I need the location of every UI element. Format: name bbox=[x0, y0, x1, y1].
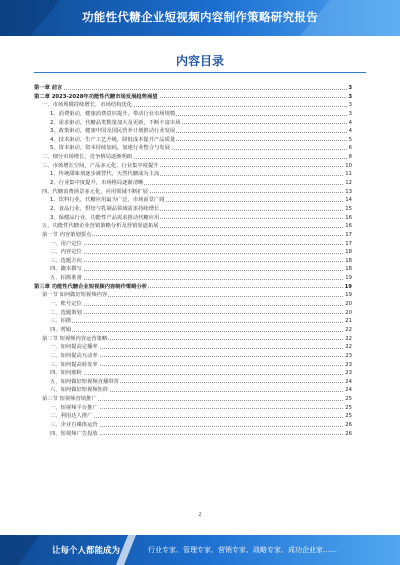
toc-leader-dots bbox=[50, 253, 347, 254]
toc-entry-page: 26 bbox=[345, 430, 352, 437]
toc-leader-dots bbox=[50, 244, 347, 245]
toc-entry-title: 一、账号定位 bbox=[50, 301, 82, 308]
toc-leader-dots bbox=[50, 331, 347, 332]
toc-entry-page: 25 bbox=[345, 396, 352, 403]
toc-entry-page: 13 bbox=[345, 188, 352, 195]
toc-entry[interactable] bbox=[34, 205, 352, 214]
toc-entry-page: 15 bbox=[345, 205, 352, 212]
toc-entry-page: 17 bbox=[345, 231, 352, 238]
toc-entry-page: 23 bbox=[345, 370, 352, 377]
toc-entry[interactable] bbox=[34, 283, 352, 292]
toc-entry-page: 18 bbox=[345, 257, 352, 264]
toc-entry-title: 二、内容定位 bbox=[50, 249, 82, 256]
toc-entry-title: 2、需求驱动，代糖品类数量加大及更新，不断丰富市场 bbox=[50, 119, 181, 126]
toc-entry-title: 第三章 功能性代糖企业短视频内容制作策略分析 bbox=[34, 283, 148, 290]
toc-entry[interactable] bbox=[34, 386, 352, 395]
toc-leader-dots bbox=[50, 270, 347, 271]
toc-entry-title: 五、如何做好短视频直播带货 bbox=[50, 378, 119, 385]
toc-entry[interactable] bbox=[34, 93, 352, 102]
toc-entry[interactable] bbox=[34, 317, 352, 326]
toc-entry[interactable] bbox=[34, 119, 352, 128]
toc-entry-title: 一、短视频平台推广 bbox=[50, 404, 98, 411]
footer-slogan: 让每个人都能成为 bbox=[52, 546, 121, 556]
toc-entry-title: 1、饮料行业，代糖应用最为广泛，市场前景广阔 bbox=[50, 197, 165, 204]
toc-entry[interactable] bbox=[34, 378, 352, 387]
toc-entry-title: 一、市场规模持续增长，市场结构优化 bbox=[42, 102, 133, 109]
toc-entry-title: 1、传统甜味剂逐步被替代，天然代糖成为主流 bbox=[50, 171, 160, 178]
toc-entry-page: 16 bbox=[345, 214, 352, 221]
toc-entry-title: 四、剪辑 bbox=[50, 326, 72, 333]
footer-banner bbox=[0, 535, 400, 565]
toc-entry-title: 4、技术驱动，生产工艺升级，降低成本提升产品质量 bbox=[50, 136, 176, 143]
toc-leader-dots bbox=[50, 279, 347, 280]
toc-entry-page: 22 bbox=[345, 344, 352, 351]
report-title: 功能性代糖企业短视频内容制作策略研究报告 bbox=[82, 10, 318, 24]
toc-entry-page: 19 bbox=[345, 292, 352, 299]
toc-entry[interactable] bbox=[34, 144, 352, 153]
toc-entry-title: 四、代糖消费场景多元化，应用领域不断扩展 bbox=[42, 188, 148, 195]
toc-entry[interactable] bbox=[34, 110, 352, 119]
toc-leader-dots bbox=[50, 322, 347, 323]
toc-entry-page: 6 bbox=[348, 145, 352, 152]
toc-entry-page: 3 bbox=[348, 102, 352, 109]
toc-entry-title: 四、脚本撰写 bbox=[50, 266, 82, 273]
toc-entry[interactable] bbox=[34, 361, 352, 370]
toc-entry-page: 4 bbox=[348, 119, 352, 126]
toc-entry-page: 24 bbox=[345, 378, 352, 385]
toc-entry[interactable] bbox=[34, 335, 352, 344]
toc-entry-page: 8 bbox=[348, 154, 352, 161]
toc-entry-title: 第一章 前言 bbox=[34, 85, 63, 91]
toc-entry[interactable] bbox=[34, 179, 352, 188]
toc-entry-title: 3、保健品行业，功能性产品需求推动代糖应用 bbox=[50, 214, 160, 221]
toc-entry-title: 六、如何做好短视频矩阵 bbox=[50, 387, 109, 394]
header-banner bbox=[0, 0, 400, 36]
toc-entry-title: 1、消费驱动，健康消费意识提升，带动行业市场规模 bbox=[50, 110, 176, 117]
toc-entry[interactable] bbox=[34, 300, 352, 309]
toc-entry-page: 20 bbox=[345, 301, 352, 308]
toc-entry-title: 二、选题策划 bbox=[50, 309, 82, 316]
toc-entry[interactable] bbox=[34, 369, 352, 378]
toc-entry-page: 17 bbox=[345, 240, 352, 247]
toc-entry-page: 10 bbox=[345, 162, 352, 169]
toc-entry-title: 三、拍摄 bbox=[50, 318, 72, 325]
toc-leader-dots bbox=[50, 417, 347, 418]
toc-entry[interactable] bbox=[34, 127, 352, 136]
toc-entry-title: 第二章 2023-2028年功能性代糖市场发展趋势展望 bbox=[34, 93, 158, 100]
toc-entry-page: 22 bbox=[345, 326, 352, 333]
toc-entry[interactable] bbox=[34, 240, 352, 249]
toc-entry[interactable] bbox=[34, 248, 352, 257]
toc-entry-page: 25 bbox=[345, 404, 352, 411]
toc-entry-title: 五、拍摄准备 bbox=[50, 275, 82, 282]
toc-entry-title: 第三节 短视频营销推广 bbox=[42, 396, 97, 403]
toc-entry-page: 24 bbox=[345, 387, 352, 394]
toc-entry[interactable] bbox=[34, 265, 352, 274]
toc-entry[interactable] bbox=[34, 309, 352, 318]
toc-leader-dots bbox=[34, 89, 347, 90]
toc-entry[interactable] bbox=[34, 162, 352, 171]
toc-entry-title: 一、用户定位 bbox=[50, 240, 82, 247]
page-number: 2 bbox=[198, 512, 202, 518]
toc-entry-page: 3 bbox=[348, 85, 352, 91]
toc-entry[interactable] bbox=[34, 196, 352, 205]
toc-leader-dots bbox=[50, 261, 347, 262]
toc-entry-page: 3 bbox=[348, 110, 352, 117]
toc-entry-title: 四、如何涨粉 bbox=[50, 370, 82, 377]
toc-entry-page: 14 bbox=[345, 197, 352, 204]
toc-leader-dots bbox=[50, 374, 347, 375]
toc-entry[interactable] bbox=[34, 257, 352, 266]
toc-entry-page: 22 bbox=[345, 335, 352, 342]
toc-entry-page: 12 bbox=[345, 180, 352, 187]
toc-entry-page: 18 bbox=[345, 266, 352, 273]
toc-entry[interactable] bbox=[34, 430, 352, 439]
toc-entry[interactable] bbox=[34, 222, 352, 231]
footer-tagline: 行业专家、管理专家、营销专家、战略专家、成功企业家…… bbox=[148, 546, 337, 554]
toc-entry-title: 三、选题方向 bbox=[50, 257, 82, 264]
toc-entry[interactable] bbox=[34, 188, 352, 197]
toc-entry-page: 5 bbox=[348, 136, 352, 143]
toc-divider bbox=[34, 72, 366, 73]
toc-entry[interactable] bbox=[34, 84, 352, 93]
toc-entry[interactable] bbox=[34, 136, 352, 145]
toc-entry-page: 26 bbox=[345, 421, 352, 428]
toc-entry-title: 二、如何提高互动率 bbox=[50, 352, 98, 359]
toc-entry-title: 第一节 如何做好短视频内容 bbox=[42, 292, 108, 299]
toc-entry-title: 2、食品行业，烘焙与乳制品领域需求持续增长 bbox=[50, 205, 160, 212]
toc-entry[interactable] bbox=[34, 170, 352, 179]
toc-entry[interactable] bbox=[34, 421, 352, 430]
toc-entry-title: 第一节 内容策划要点 bbox=[42, 231, 92, 238]
toc-entry-title: 二、利用达人推广 bbox=[50, 413, 93, 420]
toc-entry-page: 20 bbox=[345, 309, 352, 316]
toc-heading: 内容目录 bbox=[175, 54, 224, 68]
toc-leader-dots bbox=[50, 313, 347, 314]
toc-entry-title: 三、市场增长空间，产品多元化、行业集中度提升 bbox=[42, 162, 159, 169]
toc-leader-dots bbox=[50, 305, 347, 306]
toc-entry-page: 16 bbox=[345, 223, 352, 230]
toc-entry-page: 3 bbox=[348, 93, 352, 100]
toc-entry[interactable] bbox=[34, 343, 352, 352]
toc-entry-page: 4 bbox=[348, 128, 352, 135]
toc-entry-page: 23 bbox=[345, 352, 352, 359]
toc-entry[interactable] bbox=[34, 326, 352, 335]
toc-entry[interactable] bbox=[34, 153, 352, 162]
table-of-contents bbox=[34, 84, 352, 438]
toc-entry-title: 二、细分市场增长，竞争格局逐渐明朗 bbox=[42, 154, 133, 161]
toc-entry-page: 18 bbox=[345, 249, 352, 256]
toc-entry-title: 2、行业集中度提升，市场格局逐渐清晰 bbox=[50, 180, 144, 187]
toc-entry[interactable] bbox=[34, 214, 352, 223]
toc-entry[interactable] bbox=[34, 395, 352, 404]
toc-entry[interactable] bbox=[34, 274, 352, 283]
toc-entry-page: 21 bbox=[345, 318, 352, 325]
toc-entry-page: 25 bbox=[345, 413, 352, 420]
toc-entry-page: 19 bbox=[345, 275, 352, 282]
toc-entry-title: 5、资本驱动，资本持续加码，加速行业整合与发展 bbox=[50, 145, 170, 152]
toc-entry-page: 11 bbox=[345, 171, 352, 178]
toc-entry-title: 3、政策驱动，健康中国及国民营养计划推动行业发展 bbox=[50, 128, 176, 135]
toc-entry-title: 三、如何提高转发率 bbox=[50, 361, 98, 368]
toc-entry[interactable] bbox=[34, 231, 352, 240]
toc-entry[interactable] bbox=[34, 352, 352, 361]
toc-entry-page: 19 bbox=[344, 283, 352, 290]
toc-entry-page: 23 bbox=[345, 361, 352, 368]
toc-entry-title: 五、功能性代糖企业营销策略分析及营销渠道拓展 bbox=[42, 223, 159, 230]
toc-entry[interactable] bbox=[34, 291, 352, 300]
toc-entry[interactable] bbox=[34, 404, 352, 413]
toc-entry-title: 三、企业自媒体运营 bbox=[50, 421, 98, 428]
toc-entry-title: 四、短视频广告投放 bbox=[50, 430, 98, 437]
toc-entry-title: 一、如何提高完播率 bbox=[50, 344, 98, 351]
toc-entry[interactable] bbox=[34, 412, 352, 421]
toc-entry-title: 第二节 短视频内容运营策略 bbox=[42, 335, 108, 342]
toc-entry[interactable] bbox=[34, 101, 352, 110]
